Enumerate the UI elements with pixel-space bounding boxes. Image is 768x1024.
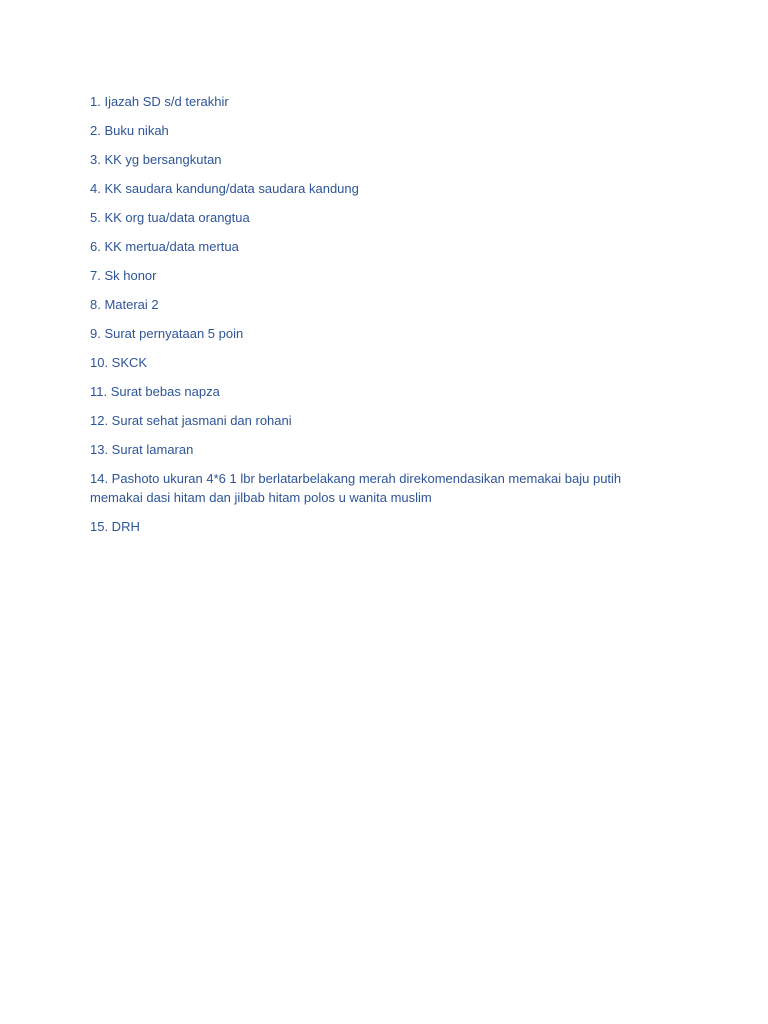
requirements-list [90, 92, 670, 536]
list-item: 4. KK saudara kandung/data saudara kandung [90, 181, 359, 196]
list-item: 7. Sk honor [90, 268, 157, 283]
list-item: 11. Surat bebas napza [90, 384, 220, 399]
list-item: 8. Materai 2 [90, 297, 159, 312]
list-item: 1. Ijazah SD s/d terakhir [90, 94, 229, 109]
list-item: 6. KK mertua/data mertua [90, 239, 239, 254]
list-item: 10. SKCK [90, 355, 148, 370]
list-item: 14. Pashoto ukuran 4*6 1 lbr berlatarbelakang merah direkomendasikan memakai baju putih memakai dasi hitam dan jilbab hitam polos u wanita muslim [90, 471, 622, 505]
list-item: 5. KK org tua/data orangtua [90, 210, 250, 225]
list-item: 12. Surat sehat jasmani dan rohani [90, 413, 292, 428]
list-item: 2. Buku nikah [90, 123, 169, 138]
list-item: 15. DRH [90, 519, 140, 534]
list-item: 13. Surat lamaran [90, 442, 194, 457]
list-item: 9. Surat pernyataan 5 poin [90, 326, 244, 341]
list-item: 3. KK yg bersangkutan [90, 152, 222, 167]
